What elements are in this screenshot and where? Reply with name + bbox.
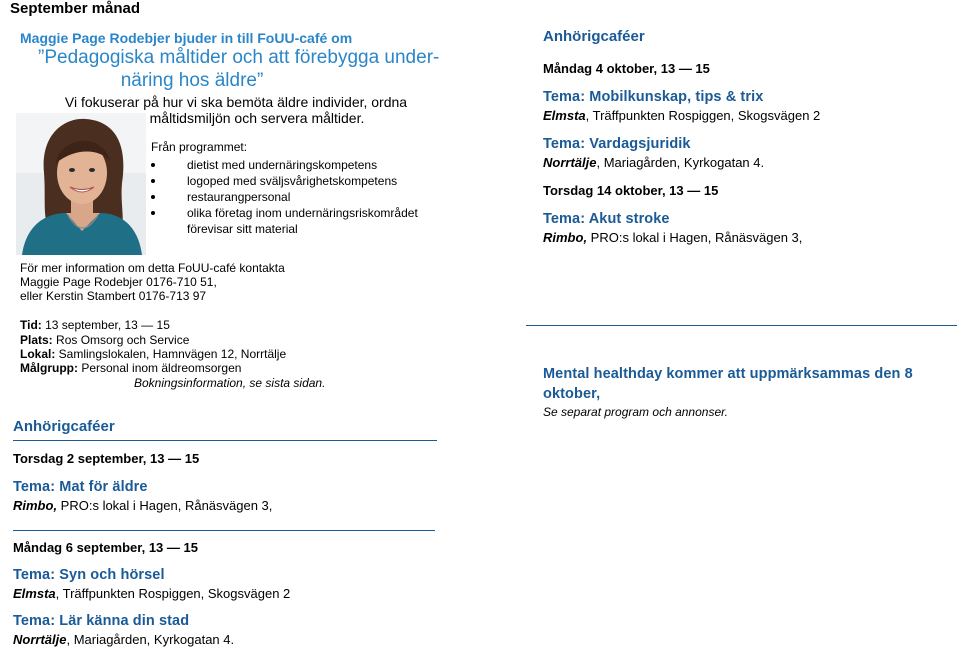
contact-line-3: eller Kerstin Stambert 0176-713 97 (20, 289, 207, 303)
left-cafe-date-1: Torsdag 2 september, 13 — 15 (13, 451, 200, 466)
bullet-icon (151, 163, 155, 167)
right-cafe-theme-3: Tema: Akut stroke (543, 211, 670, 227)
intro-line-1: Vi fokuserar på hur vi ska bemöta äldre individer, ordna (64, 94, 408, 110)
program-item: logoped med sväljsvårighetskompetens (151, 173, 418, 189)
event-place: Plats: Ros Omsorg och Service (20, 333, 190, 347)
intro-line-2: måltidsmiljön och servera måltider. (149, 110, 365, 126)
bullet-icon (151, 179, 155, 183)
contact-line-1: För mer information om detta FoUU-café kontakta (20, 261, 285, 275)
booking-info: Bokningsinformation, se sista sidan. (134, 376, 326, 390)
right-cafe-place-3: Rimbo, PRO:s lokal i Hagen, Rånäsvägen 3, (543, 230, 803, 245)
event-audience: Målgrupp: Personal inom äldreomsorgen (20, 361, 242, 375)
program-item: restaurangpersonal (151, 189, 418, 205)
divider (13, 530, 435, 531)
left-cafe-place-2: Elmsta, Träffpunkten Rospiggen, Skogsvägen 2 (13, 586, 291, 601)
right-cafe-place-2: Norrtälje, Mariagården, Kyrkogatan 4. (543, 155, 765, 170)
event-title-line-1: ”Pedagogiska måltider och att förebygga under- (38, 47, 440, 68)
right-cafe-place-1: Elmsta, Träffpunkten Rospiggen, Skogsvägen 2 (543, 108, 821, 123)
left-cafe-place-1: Rimbo, PRO:s lokal i Hagen, Rånäsvägen 3, (13, 498, 273, 513)
program-item: olika företag inom undernäringsriskområdet (151, 205, 418, 221)
bullet-icon (151, 211, 155, 215)
program-heading: Från programmet: (151, 140, 248, 154)
left-cafe-place-3: Norrtälje, Mariagården, Kyrkogatan 4. (13, 632, 235, 647)
left-cafes-heading: Anhörigcaféer (13, 418, 115, 435)
presenter-photo (16, 113, 146, 255)
invite-line: Maggie Page Rodebjer bjuder in till FoUU-café om (20, 30, 353, 46)
program-item: dietist med undernäringskompetens (151, 157, 418, 173)
mental-health-note: Se separat program och annonser. (543, 405, 728, 419)
program-item-continuation: förevisar sitt material (187, 222, 298, 236)
right-cafe-date-2: Torsdag 14 oktober, 13 — 15 (543, 183, 719, 198)
right-cafes-heading: Anhörigcaféer (543, 28, 645, 45)
left-cafe-theme-1: Tema: Mat för äldre (13, 479, 148, 495)
left-cafe-theme-3: Tema: Lär känna din stad (13, 613, 190, 629)
page-month-heading: September månad (10, 0, 141, 17)
left-cafe-theme-2: Tema: Syn och hörsel (13, 567, 165, 583)
mental-health-line-2: oktober, (543, 386, 601, 402)
event-title-line-2: näring hos äldre” (120, 70, 264, 91)
bullet-icon (151, 195, 155, 199)
right-cafe-theme-1: Tema: Mobilkunskap, tips & trix (543, 89, 764, 105)
divider (526, 325, 957, 326)
right-cafe-date-1: Måndag 4 oktober, 13 — 15 (543, 61, 710, 76)
event-room: Lokal: Samlingslokalen, Hamnvägen 12, Norrtälje (20, 347, 287, 361)
event-time: Tid: 13 september, 13 — 15 (20, 318, 170, 332)
mental-health-line-1: Mental healthday kommer att uppmärksammas den 8 (543, 366, 913, 382)
divider (13, 440, 437, 441)
left-cafe-date-2: Måndag 6 september, 13 — 15 (13, 540, 198, 555)
program-list (151, 157, 418, 237)
contact-line-2: Maggie Page Rodebjer 0176-710 51, (20, 275, 217, 289)
right-cafe-theme-2: Tema: Vardagsjuridik (543, 136, 691, 152)
